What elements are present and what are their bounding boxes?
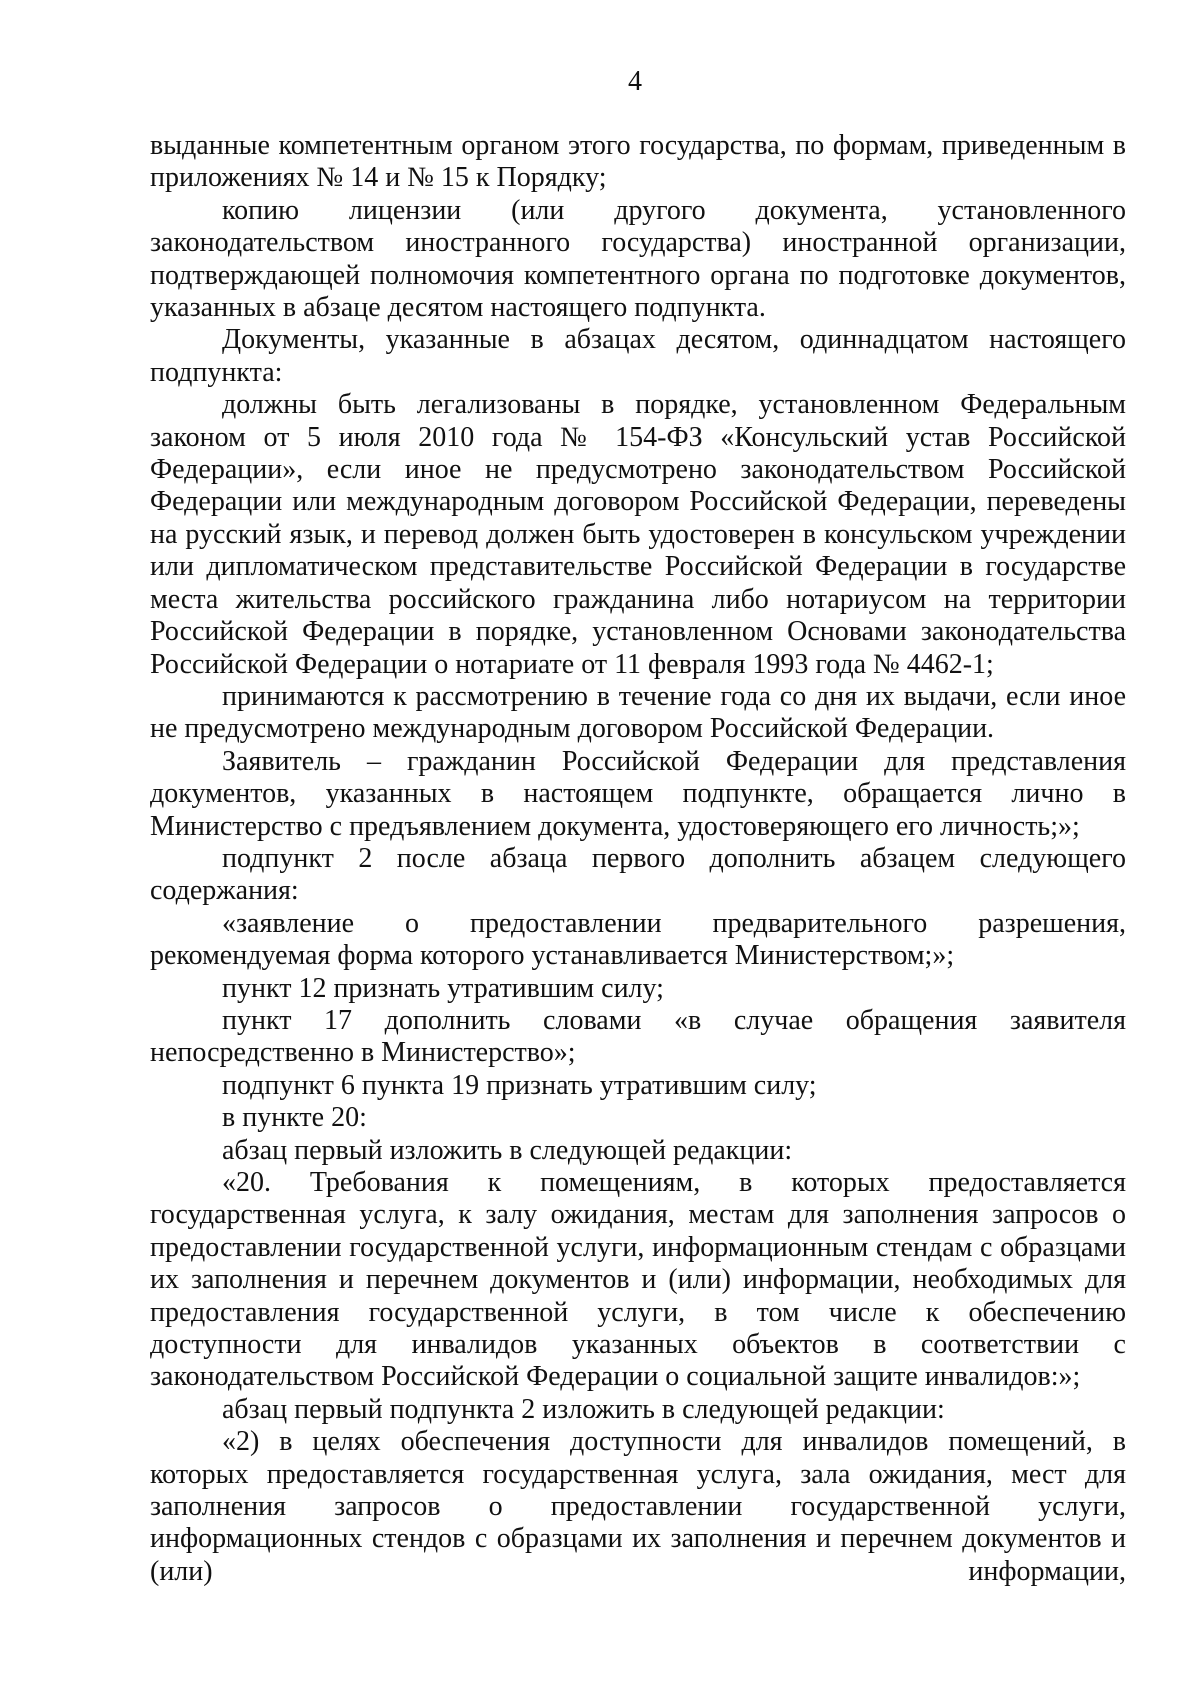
paragraph: «заявление о предоставлении предварительного разрешения, рекомендуемая форма которого устанавливается Министерством;»; xyxy=(150,907,1126,972)
paragraph: абзац первый подпункта 2 изложить в следующей редакции: xyxy=(222,1393,945,1425)
paragraph: «2) в целях обеспечения доступности для инвалидов помещений, в которых предоставляется государственная услуга, зала ожидания, мест для заполнения запросов о предоставлении государственной услуги, информационных стендов с образцами их заполнения и перечнем документов и (или) информации, xyxy=(150,1426,1126,1587)
page-number: 4 xyxy=(628,66,642,97)
paragraph: должны быть легализованы в порядке, установленном Федеральным законом от 5 июля 2010 года № 154-ФЗ «Консульский устав Российской Федерации», если иное не предусмотрено законодательством Российской Федерации или международным договором Российской Федерации, переведены на русский язык, и перевод должен быть удостоверен в консульском учреждении или дипломатическом представительстве Российской Федерации в государстве места жительства российского гражданина либо нотариусом на территории Российской Федерации в порядке, установленном Основами законодательства Российской Федерации о нотариате от 11 февраля 1993 года № 4462-1; xyxy=(150,389,1126,680)
paragraph: выданные компетентным органом этого государства, по формам, приведенным в приложениях № 14 и № 15 к Порядку; xyxy=(150,130,1126,194)
paragraph: подпункт 6 пункта 19 признать утратившим силу; xyxy=(222,1069,817,1101)
paragraph: абзац первый изложить в следующей редакции: xyxy=(222,1134,793,1166)
paragraph: «20. Требования к помещениям, в которых предоставляется государственная услуга, к залу ожидания, местам для заполнения запросов о предоставлении государственной услуги, информационным стендам с образцами их заполнения и перечнем документов и (или) информации, необходимых для предоставления государственной услуги, в том числе к обеспечению доступности для инвалидов указанных объектов в соответствии с законодательством Российской Федерации о социальной защите инвалидов:»; xyxy=(150,1167,1126,1393)
paragraph: пункт 12 признать утратившим силу; xyxy=(222,972,664,1004)
paragraph: пункт 17 дополнить словами «в случае обращения заявителя непосредственно в Министерство»; xyxy=(150,1004,1126,1069)
paragraph: в пункте 20: xyxy=(222,1102,367,1134)
paragraph: Документы, указанные в абзацах десятом, одиннадцатом настоящего подпункта: xyxy=(150,324,1126,388)
paragraph: копию лицензии (или другого документа, установленного законодательством иностранного государства) иностранной организации, подтверждающей полномочия компетентного органа по подготовке документов, указанных в абзаце десятом настоящего подпункта. xyxy=(150,194,1126,324)
paragraph: Заявитель – гражданин Российской Федерации для представления документов, указанных в настоящем подпункте, обращается лично в Министерство с предъявлением документа, удостоверяющего его личность;»; xyxy=(150,745,1126,842)
document-body xyxy=(150,130,1126,1588)
paragraph: принимаются к рассмотрению в течение года со дня их выдачи, если иное не предусмотрено международным договором Российской Федерации. xyxy=(150,680,1126,745)
paragraph: подпункт 2 после абзаца первого дополнить абзацем следующего содержания: xyxy=(150,842,1126,907)
